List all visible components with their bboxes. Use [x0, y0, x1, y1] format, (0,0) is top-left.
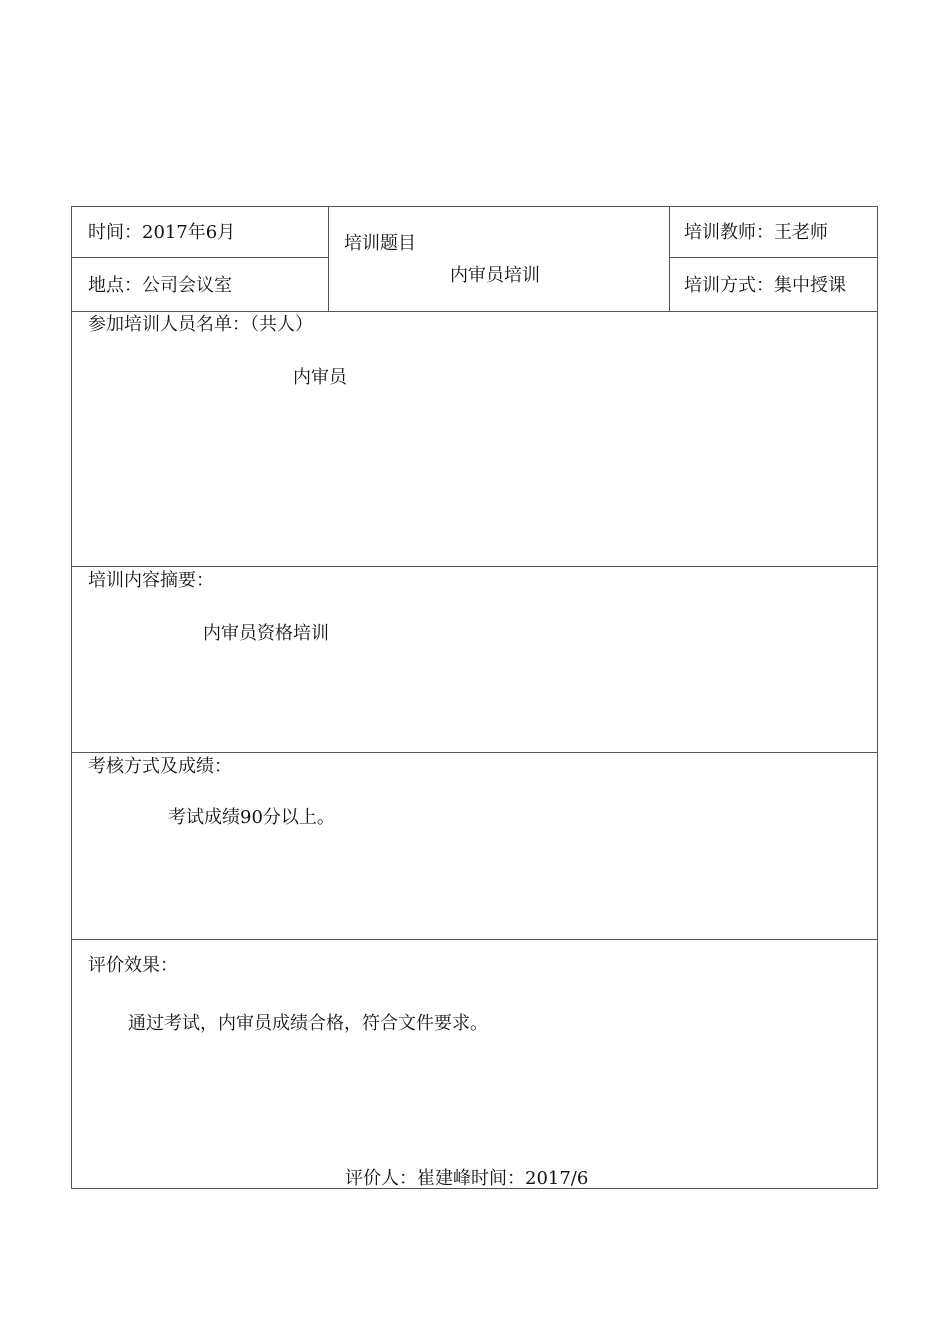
divider-header-bottom	[72, 311, 878, 312]
divider-v2	[669, 207, 670, 311]
divider-h-right	[669, 257, 878, 258]
training-method: 培训方式：集中授课	[684, 275, 846, 296]
assessment-label: 考核方式及成绩：	[88, 756, 232, 777]
training-topic-label: 培训题目	[344, 233, 416, 254]
divider-participants-bottom	[72, 566, 878, 567]
content-value: 内审员资格培训	[203, 623, 329, 644]
evaluation-label: 评价效果：	[88, 955, 178, 976]
participants-label: 参加培训人员名单：（共人）	[88, 314, 313, 335]
training-location: 地点：公司会议室	[88, 275, 232, 296]
training-record-form	[71, 206, 878, 1189]
divider-assessment-bottom	[72, 939, 878, 940]
training-topic-value: 内审员培训	[450, 265, 540, 286]
participants-value: 内审员	[293, 367, 347, 388]
evaluation-signature: 评价人：崔建峰时间：2017/6	[345, 1168, 589, 1189]
divider-h-left	[72, 257, 328, 258]
content-label: 培训内容摘要：	[88, 570, 214, 591]
assessment-value: 考试成绩90分以上。	[168, 807, 335, 828]
divider-v1	[328, 207, 329, 311]
training-time: 时间：2017年6月	[88, 222, 236, 243]
evaluation-value: 通过考试，内审员成绩合格，符合文件要求。	[128, 1013, 488, 1034]
training-teacher: 培训教师：王老师	[684, 222, 828, 243]
divider-content-bottom	[72, 752, 878, 753]
